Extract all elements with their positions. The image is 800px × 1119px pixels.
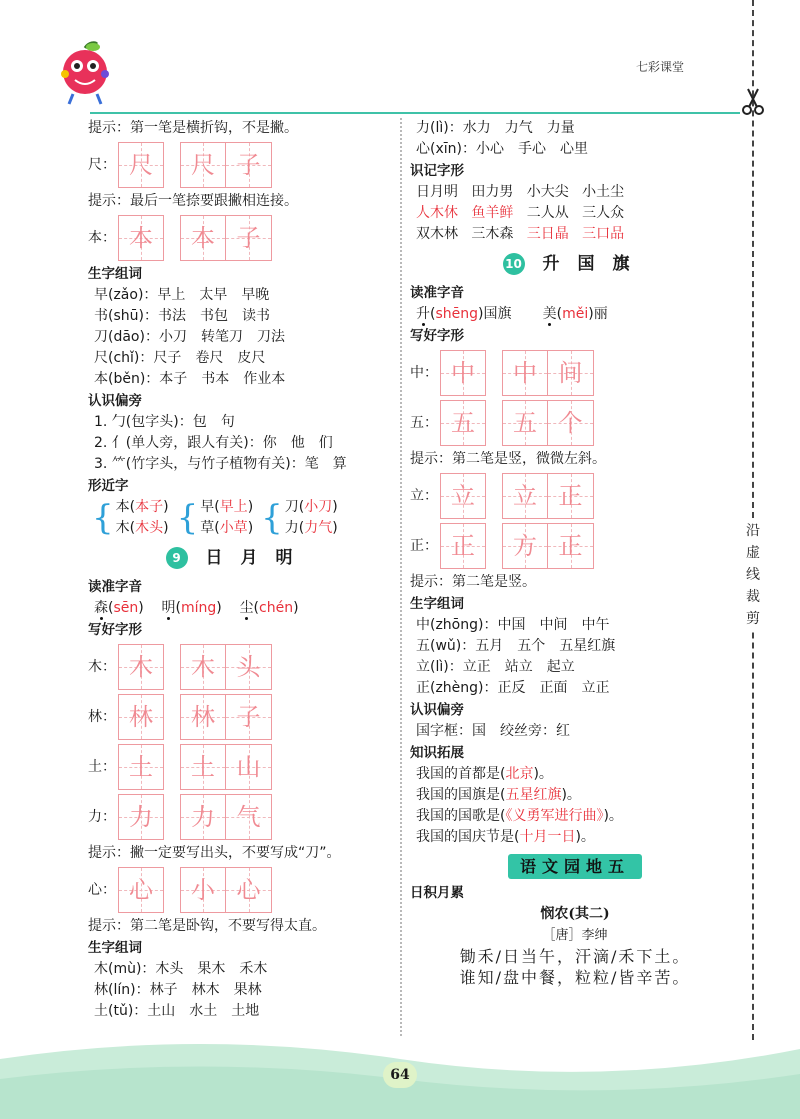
char-box: 气 xyxy=(226,794,272,840)
char-box: 子 xyxy=(226,142,272,188)
word-line: 中(zhōng)：中国 中间 中午 xyxy=(416,617,610,633)
char-box: 尺 xyxy=(118,142,164,188)
word-line: 尺(chǐ)：尺子 卷尺 皮尺 xyxy=(94,350,266,366)
char-box: 正 xyxy=(548,473,594,519)
write-row-ben xyxy=(88,214,388,262)
tip-zheng: 提示：第二笔是竖。 xyxy=(410,574,536,590)
section-title: 认识偏旁 xyxy=(410,702,464,718)
char-box: 五 xyxy=(440,400,486,446)
write-row: 木： 木 木 头 xyxy=(88,643,388,691)
poem-title: 悯农(其二) xyxy=(540,906,610,922)
section-title: 日积月累 xyxy=(410,885,464,901)
char-box: 力 xyxy=(180,794,226,840)
radical-line: 3. ⺮(竹字头，与竹子植物有关)：笔 算 xyxy=(94,456,347,472)
tip-xin: 提示：第二笔是卧钩，不要写得太直。 xyxy=(88,918,326,934)
poem-line: 锄禾/日当午，汗滴/禾下土。 xyxy=(459,947,691,966)
brand-name: 七彩课堂 xyxy=(636,60,685,74)
char-box: 立 xyxy=(440,473,486,519)
word-line: 林(lín)：林子 林木 果林 xyxy=(94,982,262,998)
char-box: 本 xyxy=(118,215,164,261)
apple-mascot-icon xyxy=(55,40,115,106)
word-line: 土(tǔ)：土山 水土 土地 xyxy=(94,1003,260,1019)
section-title: 识记字形 xyxy=(410,163,464,179)
word-line: 正(zhèng)：正反 正面 立正 xyxy=(416,680,610,696)
char-box: 立 xyxy=(502,473,548,519)
char-box: 土 xyxy=(180,744,226,790)
memo-row: 人木休 鱼羊鲜 二人从 三人众 xyxy=(416,205,625,221)
poem-author: ［唐］李绅 xyxy=(542,928,608,943)
page-number: 64 xyxy=(383,1062,417,1088)
char-box: 中 xyxy=(502,350,548,396)
write-row: 力： 力 力 气 xyxy=(88,793,388,841)
char-box: 正 xyxy=(548,523,594,569)
scissors-icon xyxy=(738,86,768,116)
write-row: 土： 土 土 山 xyxy=(88,743,388,791)
write-row: 中： 中 中 间 xyxy=(410,349,740,397)
radical-line: 2. 亻(单人旁，跟人有关)：你 他 们 xyxy=(94,435,333,451)
fact-line: 我国的国庆节是(十月一日)。 xyxy=(416,829,595,845)
poem-line: 谁知/盘中餐，粒粒/皆辛苦。 xyxy=(459,968,691,987)
similar-pair: { 早(早上) 草(小草) xyxy=(176,498,254,538)
section-title: 生字组词 xyxy=(410,596,464,612)
char-box: 正 xyxy=(440,523,486,569)
right-column xyxy=(410,118,740,988)
section-title: 写好字形 xyxy=(88,622,142,638)
char-box: 小 xyxy=(180,867,226,913)
section-title: 读准字音 xyxy=(88,579,142,595)
char-box: 子 xyxy=(226,215,272,261)
char-box: 林 xyxy=(118,694,164,740)
char-box: 林 xyxy=(180,694,226,740)
pinyin-line: 森(sēn) 明(míng) 尘(chén) xyxy=(94,600,299,616)
write-row: 立： 立 立 正 xyxy=(410,472,740,520)
write-row: 正： 正 方 正 xyxy=(410,522,740,570)
char-box: 中 xyxy=(440,350,486,396)
section-title: 形近字 xyxy=(88,478,129,494)
fact-line: 我国的国旗是(五星红旗)。 xyxy=(416,787,581,803)
fact-line: 我国的首都是(北京)。 xyxy=(416,766,553,782)
section-title: 知识拓展 xyxy=(410,745,464,761)
section-title: 生字组词 xyxy=(88,266,142,282)
section-title: 认识偏旁 xyxy=(88,393,142,409)
char-box: 五 xyxy=(502,400,548,446)
write-row: 林： 林 林 子 xyxy=(88,693,388,741)
section-title: 生字组词 xyxy=(88,940,142,956)
char-box: 木 xyxy=(118,644,164,690)
tip-li: 提示：撇一定要写出头，不要写成“刀”。 xyxy=(88,845,341,861)
word-line: 心(xīn)：小心 手心 心里 xyxy=(416,141,588,157)
word-line: 立(lì)：立正 站立 起立 xyxy=(416,659,575,675)
lesson-number: 9 xyxy=(166,547,188,569)
similar-pair: { 本(本子) 木(木头) xyxy=(92,498,169,538)
tip-chi: 提示：第一笔是横折钩，不是撇。 xyxy=(88,120,298,136)
memo-row: 双木林 三木森 三日晶 三口品 xyxy=(416,226,625,242)
section-title: 写好字形 xyxy=(410,328,464,344)
garden-banner: 语文园地五 xyxy=(410,854,740,879)
char-box: 土 xyxy=(118,744,164,790)
write-row-xin: 心： 心 小 心 xyxy=(88,866,388,914)
char-box: 尺 xyxy=(180,142,226,188)
write-row: 五： 五 五 个 xyxy=(410,399,740,447)
word-line: 力(lì)：水力 力气 力量 xyxy=(416,120,575,136)
lesson-title: 日月明 xyxy=(205,547,311,568)
char-box: 头 xyxy=(226,644,272,690)
word-line: 五(wǔ)：五月 五个 五星红旗 xyxy=(416,638,616,654)
char-box: 间 xyxy=(548,350,594,396)
word-line: 刀(dāo)：小刀 转笔刀 刀法 xyxy=(94,329,285,345)
char-box: 方 xyxy=(502,523,548,569)
cut-hint: 沿虚线裁剪 xyxy=(744,520,762,630)
write-label: 本： xyxy=(88,229,116,246)
word-line: 木(mù)：木头 果木 禾木 xyxy=(94,961,268,977)
pinyin-line: 升(shēng)国旗 美(měi)丽 xyxy=(416,306,608,322)
tip-wu: 提示：第二笔是竖，微微左斜。 xyxy=(410,451,606,467)
write-label: 尺： xyxy=(88,156,116,173)
memo-row: 日月明 田力男 小大尖 小土尘 xyxy=(416,184,625,200)
lesson-9-heading xyxy=(88,543,388,573)
lesson-title: 升国旗 xyxy=(542,253,648,274)
column-divider xyxy=(400,118,402,1036)
word-line: 早(zǎo)：早上 太早 早晚 xyxy=(94,287,270,303)
word-line: 书(shū)：书法 书包 读书 xyxy=(94,308,270,324)
header-rule xyxy=(90,112,740,114)
section-title: 读准字音 xyxy=(410,285,464,301)
char-box: 力 xyxy=(118,794,164,840)
write-row-chi xyxy=(88,141,388,189)
char-box: 山 xyxy=(226,744,272,790)
lesson-number: 10 xyxy=(503,253,525,275)
left-column xyxy=(88,118,388,1022)
char-box: 子 xyxy=(226,694,272,740)
lesson-10-heading xyxy=(410,249,740,279)
fact-line: 我国的国歌是(《义勇军进行曲》)。 xyxy=(416,808,623,824)
char-box: 个 xyxy=(548,400,594,446)
char-box: 心 xyxy=(226,867,272,913)
char-box: 本 xyxy=(180,215,226,261)
similar-pair: { 刀(小刀) 力(力气) xyxy=(261,498,338,538)
radical-line: 1. 勹(包字头)：包 句 xyxy=(94,414,235,430)
char-box: 木 xyxy=(180,644,226,690)
word-line: 本(běn)：本子 书本 作业本 xyxy=(94,371,286,387)
similar-chars xyxy=(92,497,388,539)
tip-ben: 提示：最后一笔捺要跟撇相连接。 xyxy=(88,193,298,209)
char-box: 心 xyxy=(118,867,164,913)
radical-line: 国字框：国 绞丝旁：红 xyxy=(416,723,570,739)
